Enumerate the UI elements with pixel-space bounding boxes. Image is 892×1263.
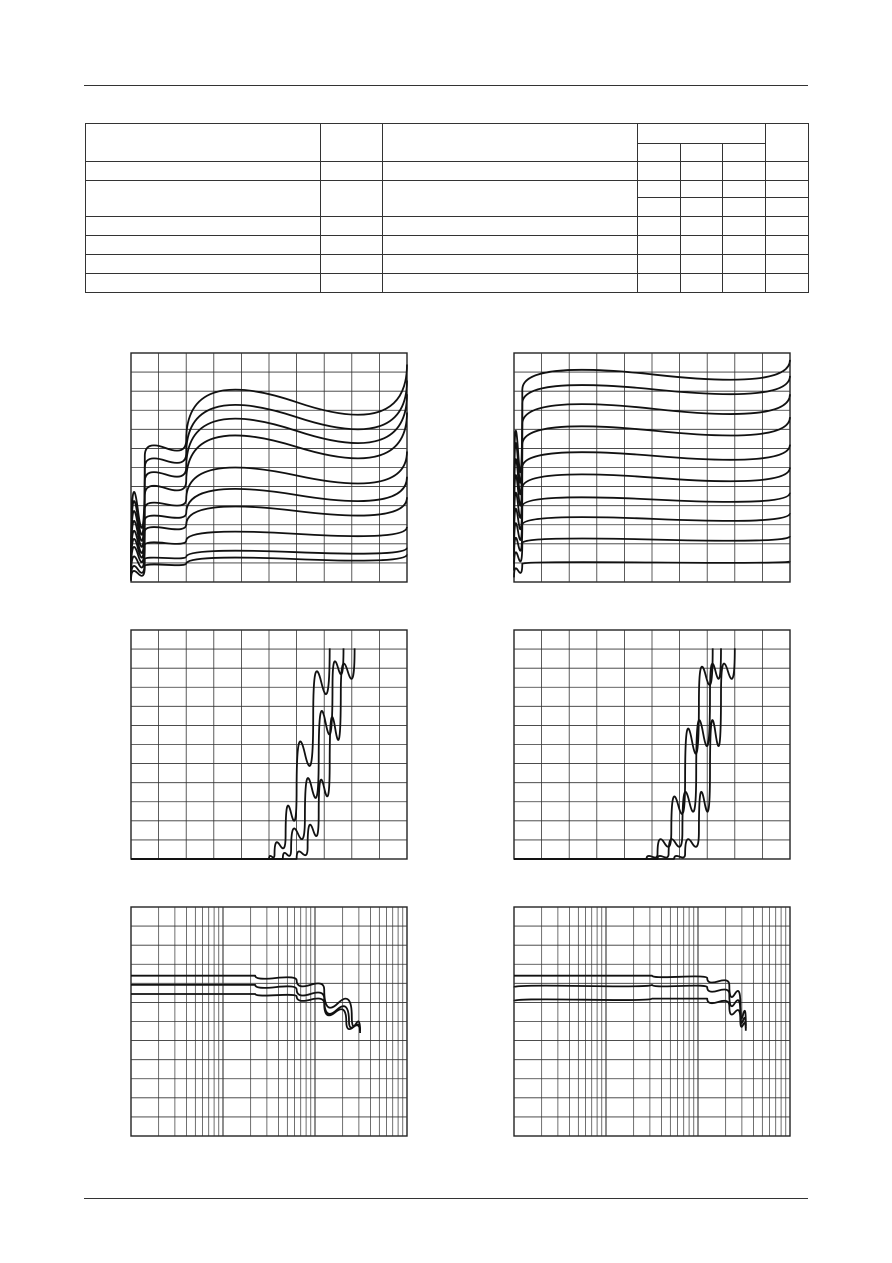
- graph-6: [513, 906, 791, 1137]
- table-cell: [383, 274, 638, 293]
- bottom-rule: [84, 1198, 808, 1199]
- graph-1: [130, 352, 408, 583]
- table-cell: [681, 274, 723, 293]
- table-cell: [86, 274, 321, 293]
- table-cell: [383, 180, 638, 217]
- table-cell: [383, 236, 638, 255]
- table-cell: [638, 180, 681, 198]
- table-cell: [681, 180, 723, 198]
- table-row: [86, 236, 809, 255]
- table-cell: [321, 255, 383, 274]
- table-cell: [86, 124, 321, 162]
- table-header-row: [86, 124, 809, 144]
- graph-6-plot: [513, 906, 791, 1137]
- table-cell: [86, 236, 321, 255]
- table-cell: [638, 274, 681, 293]
- table-cell: [766, 217, 809, 236]
- table-cell: [723, 198, 766, 217]
- table-cell: [681, 198, 723, 217]
- table-cell: [86, 180, 321, 217]
- table-cell: [723, 161, 766, 180]
- graph-5-plot: [130, 906, 408, 1137]
- table-cell: [723, 217, 766, 236]
- table-cell: [723, 144, 766, 162]
- table-cell: [321, 217, 383, 236]
- table-cell: [383, 124, 638, 162]
- table-cell: [723, 180, 766, 198]
- table-row: [86, 274, 809, 293]
- graph-3-plot: [130, 629, 408, 860]
- table-cell: [723, 236, 766, 255]
- table-cell: [766, 124, 809, 162]
- table-cell: [638, 124, 766, 144]
- table-cell: [321, 274, 383, 293]
- table-cell: [86, 161, 321, 180]
- table-cell: [321, 161, 383, 180]
- table-cell: [766, 274, 809, 293]
- table-cell: [681, 144, 723, 162]
- table-cell: [321, 180, 383, 217]
- table-cell: [638, 236, 681, 255]
- table-cell: [383, 161, 638, 180]
- table-cell: [766, 255, 809, 274]
- table-cell: [638, 255, 681, 274]
- table-cell: [723, 274, 766, 293]
- top-rule: [84, 85, 808, 86]
- graph-2-plot: [513, 352, 791, 583]
- table-row: [86, 217, 809, 236]
- graph-3: [130, 629, 408, 860]
- graph-5: [130, 906, 408, 1137]
- table-cell: [638, 144, 681, 162]
- table-cell: [383, 217, 638, 236]
- table-cell: [383, 255, 638, 274]
- table-row: [86, 161, 809, 180]
- graph-4-plot: [513, 629, 791, 860]
- graph-4: [513, 629, 791, 860]
- table-cell: [86, 255, 321, 274]
- table-cell: [681, 161, 723, 180]
- table-cell: [723, 255, 766, 274]
- table-cell: [638, 161, 681, 180]
- table-cell: [638, 217, 681, 236]
- table-cell: [321, 124, 383, 162]
- table-cell: [86, 217, 321, 236]
- table-cell: [681, 255, 723, 274]
- table-cell: [638, 198, 681, 217]
- table-cell: [681, 217, 723, 236]
- table-cell: [321, 236, 383, 255]
- characteristics-table: [85, 123, 809, 293]
- graph-1-plot: [130, 352, 408, 583]
- table-cell: [766, 236, 809, 255]
- table-cell: [681, 236, 723, 255]
- table-row: [86, 180, 809, 198]
- table-cell: [766, 198, 809, 217]
- table-row: [86, 255, 809, 274]
- table-cell: [766, 161, 809, 180]
- table-cell: [766, 180, 809, 198]
- graph-2: [513, 352, 791, 583]
